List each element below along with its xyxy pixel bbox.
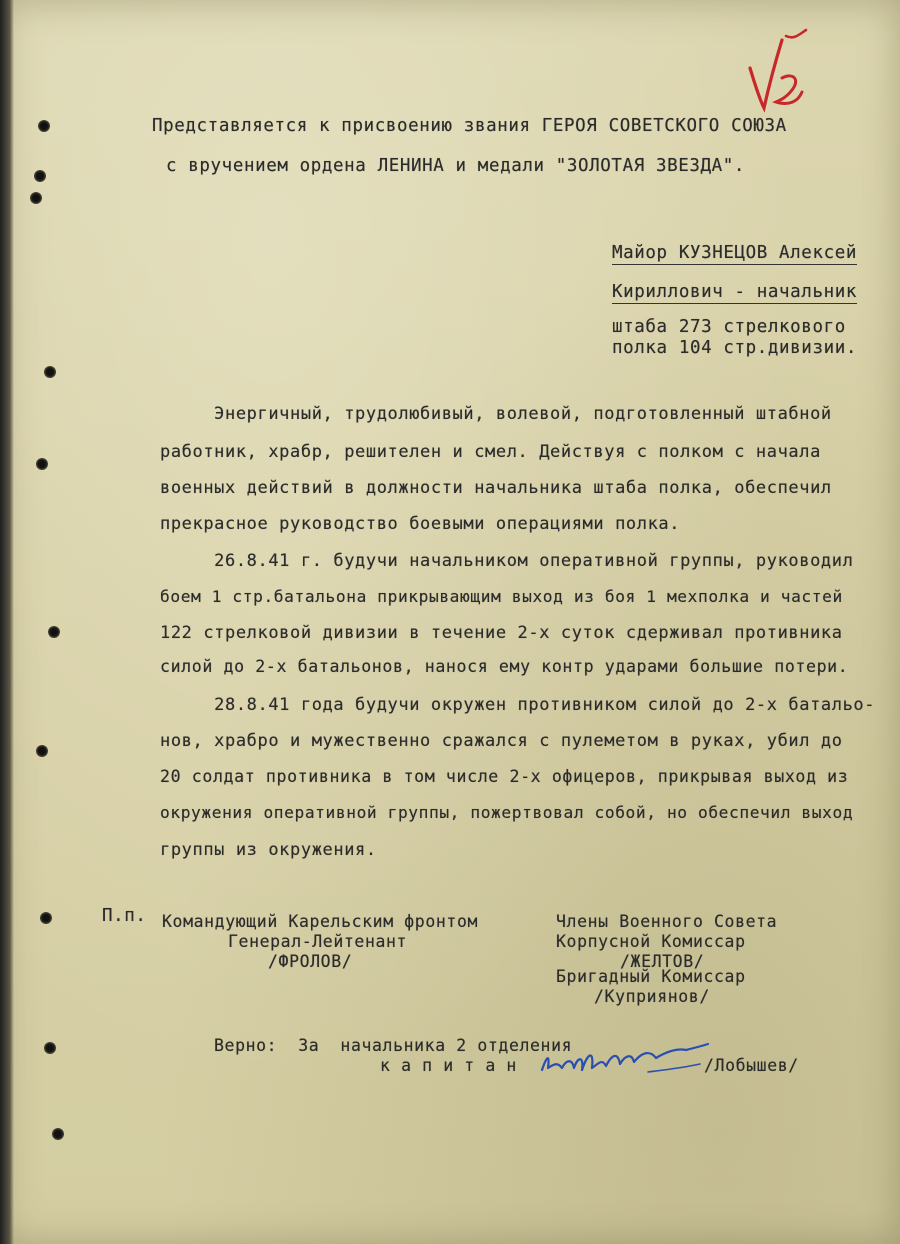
binder-hole <box>44 1042 56 1054</box>
binder-hole <box>30 192 42 204</box>
certification-rank: к а п и т а н <box>380 1056 517 1075</box>
red-pencil-mark-icon <box>742 28 812 113</box>
binder-hole <box>40 912 52 924</box>
body-line-13: группы из окружения. <box>160 840 377 860</box>
body-line-2: работник, храбр, решителен и смел. Действуя с полком с начала <box>160 442 821 462</box>
binder-hole <box>38 120 50 132</box>
header-line-1: Представляется к присвоению звания ГЕРОЯ СОВЕТСКОГО СОЮЗА <box>152 116 787 136</box>
binder-hole <box>34 170 46 182</box>
left-signatory-title: Командующий Карельским фронтом <box>162 912 479 931</box>
body-line-12: окружения оперативной группы, пожертвовал собой, но обеспечил выход <box>160 803 854 822</box>
handwritten-signature-icon <box>536 1034 716 1084</box>
certification-name: /Лобышев/ <box>704 1056 799 1075</box>
binder-hole <box>36 458 48 470</box>
right-signatory-name-2: /Куприянов/ <box>594 987 710 1006</box>
pp-label: П.п. <box>102 906 147 926</box>
left-signatory-rank: Генерал-Лейтенант <box>228 932 408 951</box>
body-line-1: Энергичный, трудолюбивый, волевой, подготовленный штабной <box>160 404 832 424</box>
binder-hole <box>48 626 60 638</box>
nominee-line-2: Кириллович - начальник <box>612 282 857 302</box>
body-line-7: 122 стрелковой дивизии в течение 2-х суток сдерживал противника <box>160 623 843 643</box>
binder-hole <box>36 745 48 757</box>
nominee-line-1: Майор КУЗНЕЦОВ Алексей <box>612 243 857 263</box>
body-line-3: военных действий в должности начальника штаба полка, обеспечил <box>160 478 832 498</box>
certification-line-1: Верно: За начальника 2 отделения <box>214 1036 573 1055</box>
body-line-4: прекрасное руководство боевыми операциями полка. <box>160 514 681 534</box>
nominee-line-3: штаба 273 стрелкового <box>612 317 846 337</box>
header-line-2: с вручением ордена ЛЕНИНА и медали "ЗОЛОТАЯ ЗВЕЗДА". <box>166 156 746 176</box>
body-line-5: 26.8.41 г. будучи начальником оперативной группы, руководил <box>160 551 854 571</box>
body-line-9: 28.8.41 года будучи окружен противником силой до 2-х батальо- <box>160 695 876 715</box>
body-line-11: 20 солдат противника в том числе 2-х офицеров, прикрывая выход из <box>160 767 849 786</box>
binder-hole <box>44 366 56 378</box>
right-signatory-rank-2: Бригадный Комиссар <box>556 967 746 986</box>
body-line-6: боем 1 стр.батальона прикрывающим выход из боя 1 мехполка и частей <box>160 587 843 606</box>
right-signatory-rank-1: Корпусной Комиссар <box>556 932 746 951</box>
right-signatory-title: Члены Военного Совета <box>556 912 778 931</box>
binder-hole <box>52 1128 64 1140</box>
scan-edge-shadow <box>0 0 14 1244</box>
nominee-line-4: полка 104 стр.дивизии. <box>612 338 857 358</box>
right-signatory-name-1: /ЖЕЛТОВ/ <box>620 952 705 971</box>
body-line-10: нов, храбро и мужественно сражался с пулеметом в руках, убил до <box>160 731 843 751</box>
left-signatory-name: /ФРОЛОВ/ <box>268 952 353 971</box>
body-line-8: силой до 2-х батальонов, нанося ему контр ударами большие потери. <box>160 657 849 676</box>
